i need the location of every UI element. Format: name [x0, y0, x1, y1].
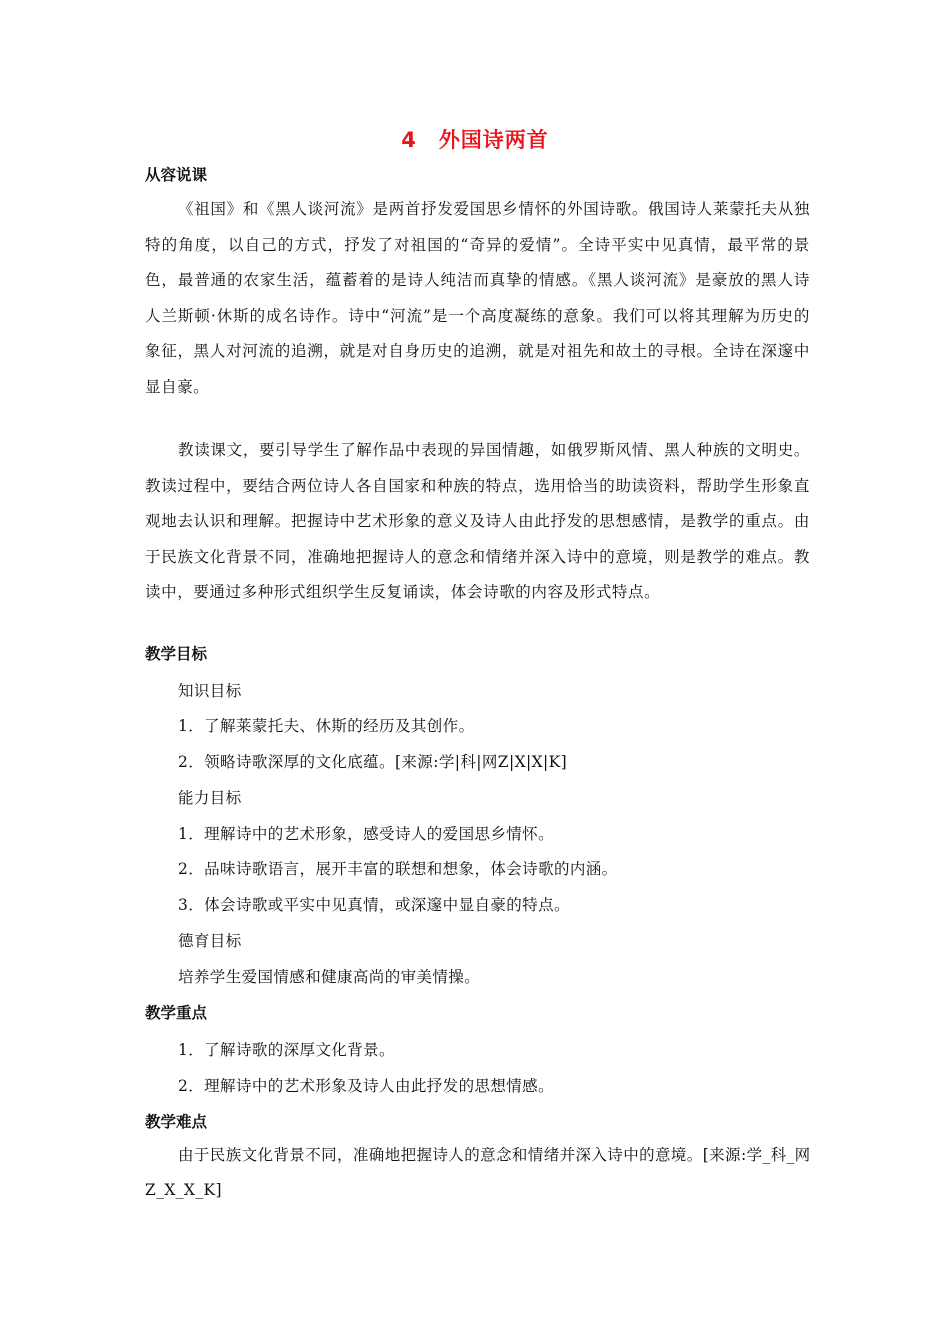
knowledge-goal-item: 2．领略诗歌深厚的文化底蕴。[来源:学|科|网Z|X|X|K]: [178, 753, 568, 771]
lesson-number: 4: [401, 128, 417, 152]
ability-goal-item: 1．理解诗中的艺术形象，感受诗人的爱国思乡情怀。: [178, 825, 554, 843]
section-heading-focus: 教学重点: [145, 1004, 208, 1022]
ability-goal-item: 3．体会诗歌或平实中见真情，或深邃中显自豪的特点。: [178, 896, 570, 914]
focus-item: 2．理解诗中的艺术形象及诗人由此抒发的思想情感。: [178, 1077, 554, 1095]
knowledge-goal-item: 1．了解莱蒙托夫、休斯的经历及其创作。: [178, 717, 475, 735]
focus-item: 1．了解诗歌的深厚文化背景。: [178, 1041, 395, 1059]
page-title: [0, 124, 950, 154]
lesson-title: 外国诗两首: [438, 128, 549, 152]
knowledge-goal-label: 知识目标: [178, 682, 242, 700]
intro-paragraph-1: 《祖国》和《黑人谈河流》是两首抒发爱国思乡情怀的外国诗歌。俄国诗人莱蒙托夫从独特的角度，以自己的方式，抒发了对祖国的“奇异的爱情”。全诗平实中见真情，最平常的景色，最普通的农家生活，蕴蓄着的是诗人纯洁而真挚的情感。《黑人谈河流》是豪放的黑人诗人兰斯顿·休斯的成名诗作。诗中“河流”是一个高度凝练的意象。我们可以将其理解为历史的象征，黑人对河流的追溯，就是对自身历史的追溯，就是对祖先和故土的寻根。全诗在深邃中显自豪。: [145, 200, 810, 396]
moral-goal-label: 德育目标: [178, 932, 242, 950]
moral-goal-item: 培养学生爱国情感和健康高尚的审美情操。: [178, 968, 481, 986]
section-heading-intro: 从容说课: [145, 166, 208, 184]
section-heading-difficulty: 教学难点: [145, 1113, 208, 1131]
difficulty-text: 由于民族文化背景不同，准确地把握诗人的意念和情绪并深入诗中的意境。[来源:学_科_网Z_X_X_K]: [145, 1146, 811, 1199]
ability-goal-item: 2．品味诗歌语言，展开丰富的联想和想象，体会诗歌的内涵。: [178, 860, 618, 878]
intro-paragraph-2: 教读课文，要引导学生了解作品中表现的异国情趣，如俄罗斯风情、黑人种族的文明史。教读过程中，要结合两位诗人各自国家和种族的特点，选用恰当的助读资料，帮助学生形象直观地去认识和理解。把握诗中艺术形象的意义及诗人由此抒发的思想感情，是教学的重点。由于民族文化背景不同，准确地把握诗人的意念和情绪并深入诗中的意境，则是教学的难点。教读中，要通过多种形式组织学生反复诵读，体会诗歌的内容及形式特点。: [145, 441, 810, 601]
ability-goal-label: 能力目标: [178, 789, 242, 807]
section-heading-goals: 教学目标: [145, 645, 208, 663]
